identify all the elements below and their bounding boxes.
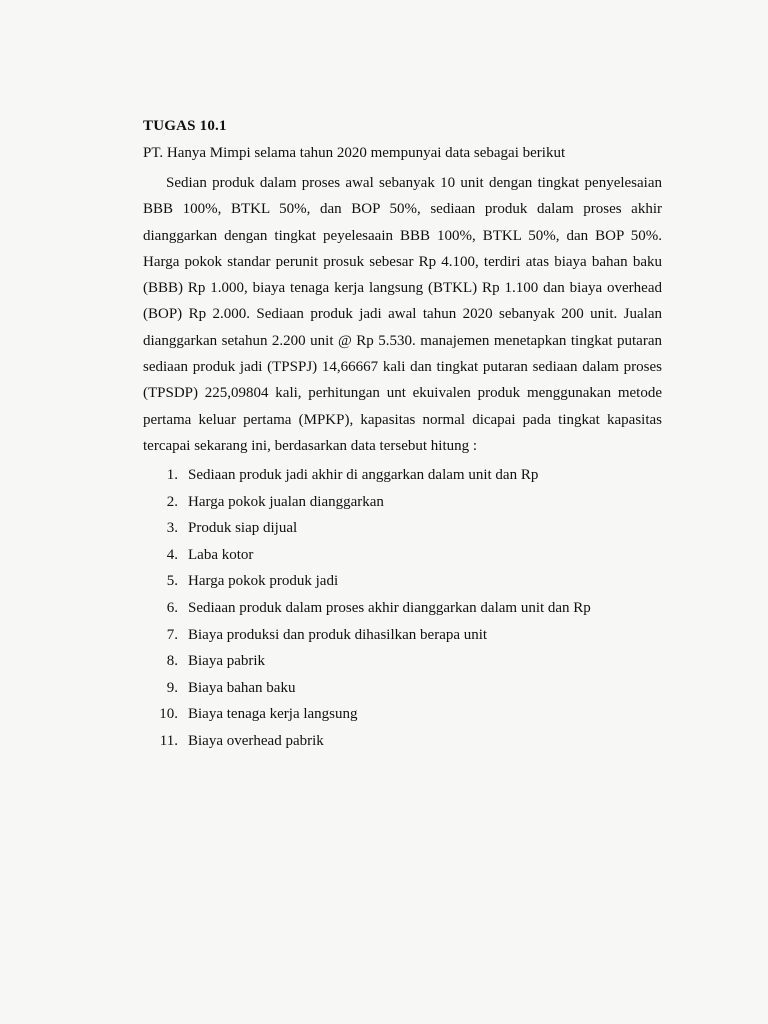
list-number: 3. — [166, 520, 178, 537]
paragraph-line: (BBB) Rp 1.000, biaya tenaga kerja langsung (BTKL) Rp 1.100 dan biaya overhead — [143, 280, 662, 297]
paragraph-line: Harga pokok standar perunit prosuk sebesar Rp 4.100, terdiri atas biaya bahan baku — [143, 253, 662, 270]
list-item — [143, 728, 662, 755]
paragraph-line: sediaan produk jadi (TPSPJ) 14,66667 kali dan tingkat putaran sediaan dalam proses — [143, 359, 662, 376]
document-title: TUGAS 10.1 — [143, 118, 227, 134]
list-item-text: Biaya bahan baku — [188, 679, 296, 696]
list-item — [143, 489, 662, 516]
list-item-text: Sediaan produk jadi akhir di anggarkan dalam unit dan Rp — [188, 467, 539, 483]
list-item-text: Produk siap dijual — [188, 520, 298, 537]
list-item — [143, 622, 662, 649]
problem-paragraph — [143, 170, 662, 459]
paragraph-line: pertama keluar pertama (MPKP), kapasitas normal dicapai pada tingkat kapasitas — [143, 411, 662, 428]
list-number: 7. — [166, 626, 178, 643]
list-number: 8. — [166, 653, 178, 670]
list-number: 9. — [166, 679, 178, 696]
list-item-text: Biaya tenaga kerja langsung — [188, 706, 358, 723]
list-number: 4. — [166, 546, 178, 563]
list-item-text: Biaya overhead pabrik — [188, 732, 324, 749]
list-number: 1. — [166, 467, 178, 483]
paragraph-line: (BOP) Rp 2.000. Sediaan produk jadi awal tahun 2020 sebanyak 200 unit. Jualan — [143, 306, 662, 323]
paragraph-line: Sedian produk dalam proses awal sebanyak 10 unit dengan tingkat penyelesaian — [166, 175, 662, 191]
list-item-text: Biaya produksi dan produk dihasilkan berapa unit — [188, 626, 488, 643]
intro-sentence: PT. Hanya Mimpi selama tahun 2020 mempunyai data sebagai berikut — [143, 145, 566, 161]
list-item — [143, 648, 662, 675]
paragraph-line: BBB 100%, BTKL 50%, dan BOP 50%, sediaan produk dalam proses akhir — [143, 201, 662, 218]
task-list — [143, 462, 662, 755]
list-item — [143, 675, 662, 702]
list-item — [143, 568, 662, 595]
list-number: 5. — [166, 573, 178, 590]
list-item — [143, 462, 662, 489]
list-item-text: Sediaan produk dalam proses akhir dianggarkan dalam unit dan Rp — [188, 599, 591, 616]
list-number: 6. — [166, 599, 178, 616]
list-item — [143, 595, 662, 622]
paragraph-line: dianggarkan dengan tingkat peyelesaain BBB 100%, BTKL 50%, dan BOP 50%. — [143, 227, 662, 244]
list-number: 10. — [159, 706, 178, 723]
paragraph-line: (TPSDP) 225,09804 kali, perhitungan unt ekuivalen produk menggunakan metode — [143, 385, 662, 402]
list-item — [143, 701, 662, 728]
list-item-text: Biaya pabrik — [188, 653, 266, 670]
paragraph-line: tercapai sekarang ini, berdasarkan data tersebut hitung : — [143, 437, 478, 454]
list-number: 2. — [166, 493, 178, 510]
list-item-text: Harga pokok jualan dianggarkan — [188, 493, 384, 510]
list-item-text: Harga pokok produk jadi — [188, 573, 339, 590]
list-item — [143, 542, 662, 569]
list-number: 11. — [159, 732, 178, 749]
list-item-text: Laba kotor — [188, 546, 254, 563]
paragraph-line: dianggarkan setahun 2.200 unit @ Rp 5.530. manajemen menetapkan tingkat putaran — [143, 332, 662, 349]
list-item — [143, 515, 662, 542]
